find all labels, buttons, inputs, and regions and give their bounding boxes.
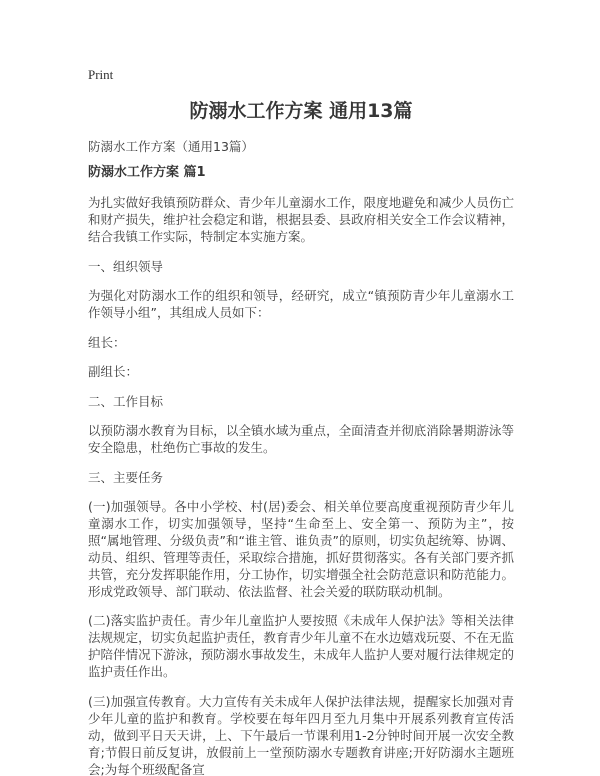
paragraph-intro: 为扎实做好我镇预防群众、青少年儿童溺水工作，限度地避免和减少人员伤亡和财产损失，维护社会稳定和谐，根据县委、县政府相关安全工作会议精神，结合我镇工作实际，特制定本实施方案。 [88,195,514,244]
article-heading: 防溺水工作方案 篇1 [88,165,206,180]
role-line-leader: 组长： [88,334,126,350]
paragraph-leadership: 为强化对防溺水工作的组织和领导，经研究，成立“镇预防青少年儿童溺水工作领导小组”，其组成人员如下： [88,288,514,320]
paragraph-goals: 以预防溺水教育为目标，以全镇水域为重点，全面清查并彻底消除暑期游泳等安全隐患，杜绝伤亡事故的发生。 [88,422,514,455]
paragraph-task-2: (二)落实监护责任。青少年儿童监护人要按照《未成年人保护法》等相关法律法规规定，切实负起监护责任，教育青少年儿童不在水边嬉戏玩耍、不在无监护陪伴情况下游泳，预防溺水事故发生，未成年人监护人要对履行法律规定的监护责任作出。 [88,613,514,679]
paragraph-task-3: (三)加强宣传教育。大力宣传有关未成年人保护法律法规，提醒家长加强对青少年儿童的监护和教育。学校要在每年四月至九月集中开展系列教育宣传活动，做到平日天天讲，上、下午最后一节课利用1-2分钟时间开展一次安全教育;节假日前反复讲，放假前上一堂预防溺水专题教育讲座;开好防溺水主题班会;为每个班级配备宣 [88,693,514,776]
print-link[interactable]: Print [88,67,114,82]
document-title: 防溺水工作方案 通用13篇 [189,100,413,122]
role-line-deputy-leader: 副组长： [88,363,139,379]
section-heading-3: 三、主要任务 [88,469,164,485]
section-heading-1: 一、组织领导 [88,259,164,274]
paragraph-task-1: (一)加强领导。各中小学校、村(居)委会、相关单位要高度重视预防青少年儿童溺水工作，切实加强领导，坚持“生命至上、安全第一、预防为主”，按照“属地管理、分级负责”和“谁主管、谁负责”的原则，切实负起统筹、协调、动员、组织、管理等责任，采取综合措施，抓好贯彻落实。各有关部门要齐抓共管，充分发挥职能作用，分工协作，切实增强全社会防范意识和防范能力。形成党政领导、部门联动、依法监督、社会关爱的联防联动机制。 [88,498,514,599]
document-subtitle: 防溺水工作方案（通用13篇） [88,139,254,154]
section-heading-2: 二、工作目标 [88,393,164,409]
